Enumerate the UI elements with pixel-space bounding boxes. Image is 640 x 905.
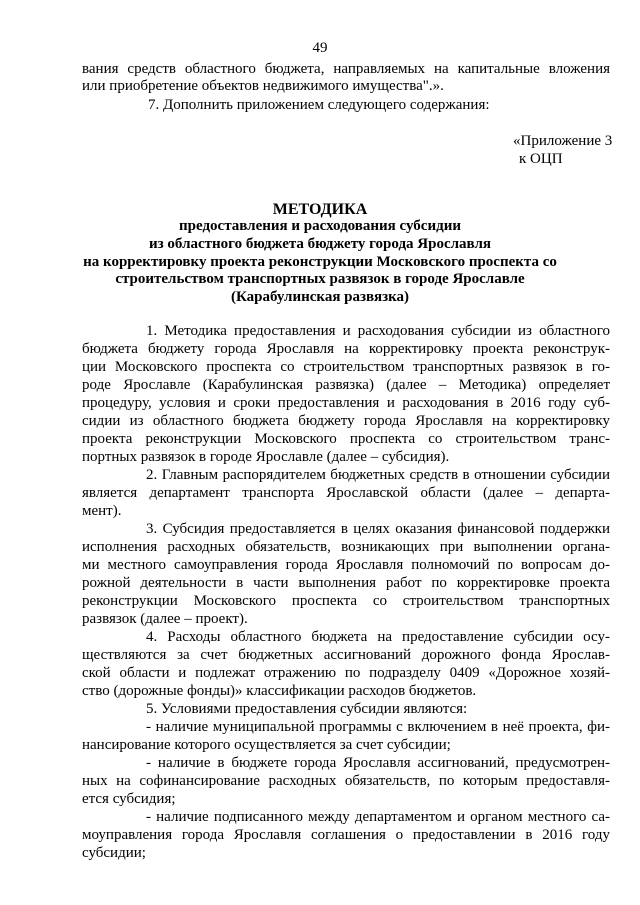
body-line: исполнения расходных обязательств, возникающих при выполнении органа-	[82, 539, 610, 555]
intro-line: или приобретение объектов недвижимого имущества".».	[82, 78, 444, 94]
body-line: является департамент транспорта Ярославской области (далее – департа-	[82, 485, 610, 501]
body-line: 4. Расходы областного бюджета на предоставление субсидии осу-	[146, 629, 610, 645]
subtitle-line: строительством транспортных развязок в городе Ярославле	[115, 271, 525, 287]
body-line: ми местного самоуправления города Ярославля полномочий по вопросам до-	[82, 557, 610, 573]
document-title: МЕТОДИКА	[272, 201, 368, 218]
body-line: моуправления города Ярославля соглашения о предоставлении в 2016 году	[82, 827, 610, 843]
body-line: 2. Главным распорядителем бюджетных средств в отношении субсидии	[146, 467, 610, 483]
subtitle-line: на корректировку проекта реконструкции Московского проспекта со	[83, 254, 557, 270]
body-line: субсидии;	[82, 845, 146, 861]
body-line: реконструкции Московского проспекта со строительством транспортных	[82, 593, 610, 609]
body-line: ции Московского проспекта со строительством транспортных развязок в го-	[82, 359, 610, 375]
body-line: - наличие в бюджете города Ярославля ассигнований, предусмотрен-	[146, 755, 610, 771]
body-line: роде Ярославле (Карабулинская развязка) (далее – Методика) определяет	[82, 377, 610, 393]
body-line: развязок (далее – проект).	[82, 611, 248, 627]
subtitle-line: из областного бюджета бюджету города Ярославля	[149, 236, 491, 252]
body-line: рожной деятельности в части выполнения работ по корректировке проекта	[82, 575, 610, 591]
body-line: сидии из областного бюджета бюджету города Ярославля на корректировку	[82, 413, 610, 429]
appendix-program: к ОЦП	[519, 151, 563, 167]
body-line: - наличие муниципальной программы с включением в неё проекта, фи-	[146, 719, 610, 735]
subtitle-line: предоставления и расходования субсидии	[179, 218, 461, 234]
body-line: ется субсидия;	[82, 791, 176, 807]
body-line: 1. Методика предоставления и расходования субсидии из областного	[146, 323, 610, 339]
body-line: бюджета бюджету города Ярославля на корректировку проекта реконструк-	[82, 341, 610, 357]
appendix-label: «Приложение 3	[513, 133, 613, 149]
body-line: ществляются за счет бюджетных ассигнований дорожного фонда Ярослав-	[82, 647, 610, 663]
body-line: портных развязок в городе Ярославле (далее – субсидия).	[82, 449, 450, 465]
body-line: 5. Условиями предоставления субсидии являются:	[146, 701, 468, 717]
subtitle-line: (Карабулинская развязка)	[230, 289, 410, 305]
intro-line: вания средств областного бюджета, направляемых на капитальные вложения	[82, 61, 610, 77]
body-line: 3. Субсидия предоставляется в целях оказания финансовой поддержки	[146, 521, 610, 537]
body-line: ство (дорожные фонды)» классификации расходов бюджетов.	[82, 683, 477, 699]
body-line: нансирование которого осуществляется за счет субсидии;	[82, 737, 451, 753]
body-line: ных на софинансирование расходных обязательств, по которым предоставля-	[82, 773, 610, 789]
body-line: процедуру, условия и сроки предоставления и расходования в 2016 году суб-	[82, 395, 610, 411]
body-line: мент).	[82, 503, 122, 519]
body-line: - наличие подписанного между департаментом и органом местного са-	[146, 809, 610, 825]
item-7: 7. Дополнить приложением следующего содержания:	[148, 97, 490, 113]
body-line: ской области и подлежат отражению по подразделу 0409 «Дорожное хозяй-	[82, 665, 610, 681]
page-number: 49	[312, 40, 328, 56]
body-line: проекта реконструкции Московского проспекта со строительством транс-	[82, 431, 610, 447]
